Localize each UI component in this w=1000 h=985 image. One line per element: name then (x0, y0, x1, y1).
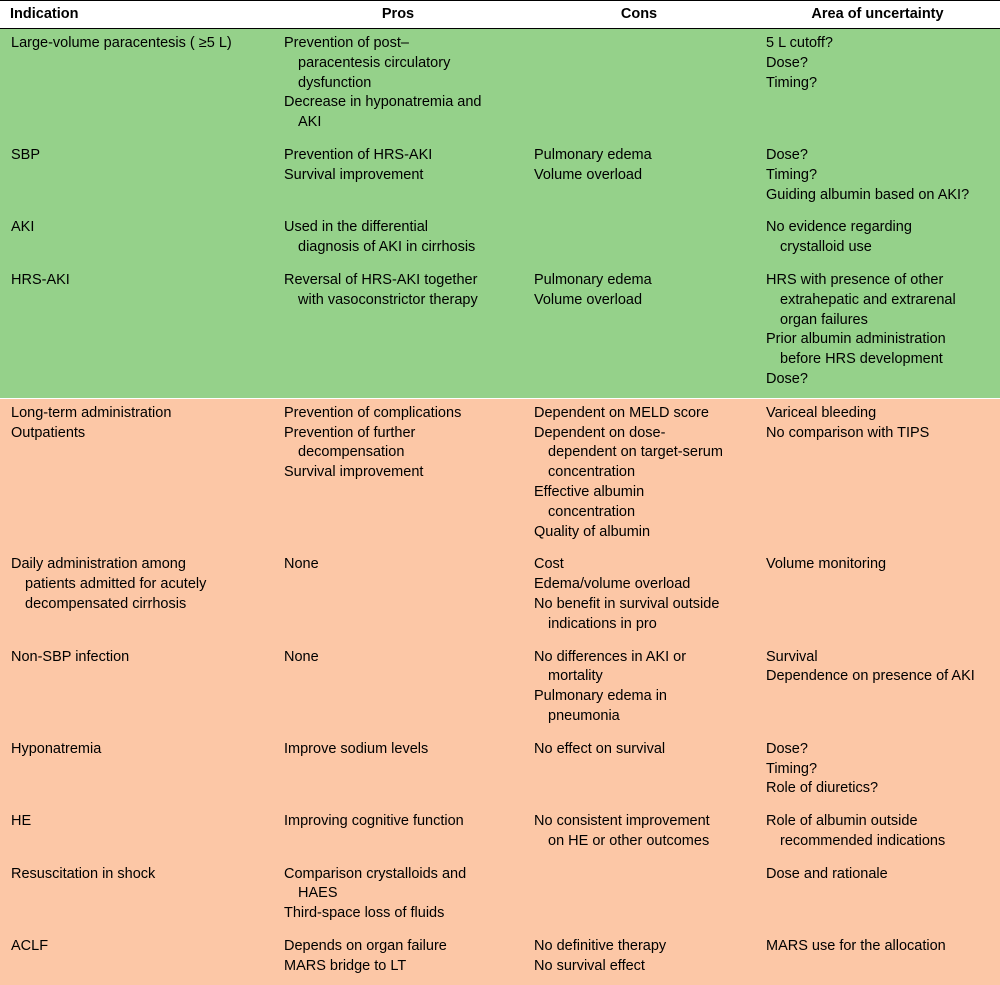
cell-uncertainty (755, 141, 1000, 213)
cell-line: dependent on target-serum (548, 444, 723, 461)
cell-line: No differences in AKI or (534, 648, 687, 665)
cell-line: Prevention of further (284, 424, 416, 441)
cell-cons (523, 860, 755, 932)
cell-line: crystalloid use (780, 239, 872, 256)
cell-indication (0, 735, 273, 807)
cell-pros (273, 266, 523, 398)
cell-line: Dependent on dose- (534, 424, 666, 441)
cell-line: No survival effect (534, 957, 645, 974)
cell-line: pneumonia (548, 707, 620, 724)
table-body (0, 29, 1000, 985)
cell-uncertainty (755, 735, 1000, 807)
cell-indication (0, 266, 273, 398)
cell-line: Prevention of HRS-AKI (284, 146, 433, 163)
cell-line: Pulmonary edema (534, 271, 652, 288)
table-row (0, 932, 1000, 985)
cell-line: Dependence on presence of AKI (766, 668, 975, 685)
cell-line: Timing? (766, 166, 818, 183)
cell-line: Cost (534, 556, 564, 573)
cell-line: concentration (548, 503, 636, 520)
cell-line: Decrease in hyponatremia and (284, 94, 482, 111)
cell-line: HE (11, 813, 32, 830)
cell-line: Survival improvement (284, 464, 424, 481)
cell-line: Volume overload (534, 166, 643, 183)
cell-uncertainty (755, 29, 1000, 141)
cell-uncertainty (755, 860, 1000, 932)
cell-line: before HRS development (780, 351, 943, 368)
cell-line: paracentesis circulatory (298, 54, 451, 71)
cell-indication (0, 550, 273, 642)
cell-pros (273, 643, 523, 735)
cell-cons (523, 550, 755, 642)
cell-uncertainty (755, 550, 1000, 642)
cell-cons (523, 213, 755, 266)
cell-pros (273, 398, 523, 550)
header-cons: Cons (523, 1, 755, 29)
cell-line: Improving cognitive function (284, 813, 464, 830)
cell-line: No comparison with TIPS (766, 424, 930, 441)
cell-line: organ failures (780, 311, 868, 328)
cell-line: None (284, 556, 319, 573)
cell-uncertainty (755, 643, 1000, 735)
cell-line: Survival (766, 648, 818, 665)
table-row (0, 807, 1000, 860)
cell-line: SBP (11, 146, 41, 163)
cell-line: Comparison crystalloids and (284, 865, 467, 882)
cell-line: Used in the differential (284, 219, 429, 236)
cell-line: Daily administration among (11, 556, 186, 573)
cell-line: No benefit in survival outside (534, 595, 720, 612)
cell-line: Dose? (766, 740, 808, 757)
cell-cons (523, 29, 755, 141)
header-uncertainty: Area of uncertainty (755, 1, 1000, 29)
cell-line: Large-volume paracentesis ( ≥5 L) (11, 35, 232, 51)
cell-pros (273, 29, 523, 141)
cell-line: 5 L cutoff? (766, 35, 833, 51)
cell-line: Resuscitation in shock (11, 865, 156, 882)
table-row (0, 643, 1000, 735)
cell-line: No consistent improvement (534, 813, 710, 830)
cell-cons (523, 932, 755, 985)
cell-indication (0, 141, 273, 213)
cell-cons (523, 141, 755, 213)
cell-line: decompensation (298, 444, 405, 461)
cell-pros (273, 141, 523, 213)
cell-pros (273, 550, 523, 642)
cell-line: MARS use for the allocation (766, 938, 946, 955)
table-row (0, 29, 1000, 141)
cell-uncertainty (755, 398, 1000, 550)
cell-line: Volume monitoring (766, 556, 887, 573)
cell-line: Volume overload (534, 291, 643, 308)
cell-line: Prevention of complications (284, 404, 462, 421)
cell-line: dysfunction (298, 74, 372, 91)
table-row (0, 550, 1000, 642)
cell-line: AKI (298, 114, 322, 131)
cell-line: indications in pro (548, 615, 657, 632)
cell-line: HRS with presence of other (766, 271, 944, 288)
cell-indication (0, 29, 273, 141)
cell-uncertainty (755, 932, 1000, 985)
cell-line: patients admitted for acutely (25, 576, 207, 593)
table-header (0, 1, 1000, 29)
cell-line: Reversal of HRS-AKI together (284, 271, 478, 288)
cell-line: Edema/volume overload (534, 576, 691, 593)
cell-line: Pulmonary edema (534, 146, 652, 163)
cell-indication (0, 860, 273, 932)
cell-line: Guiding albumin based on AKI? (766, 186, 970, 203)
table-row (0, 398, 1000, 550)
table-row (0, 735, 1000, 807)
cell-line: Improve sodium levels (284, 740, 429, 757)
cell-uncertainty (755, 807, 1000, 860)
cell-line: Quality of albumin (534, 523, 651, 540)
cell-line: Non-SBP infection (11, 648, 130, 665)
cell-uncertainty (755, 213, 1000, 266)
cell-cons (523, 643, 755, 735)
cell-indication (0, 807, 273, 860)
table-row (0, 141, 1000, 213)
cell-indication (0, 213, 273, 266)
cell-cons (523, 266, 755, 398)
table-row (0, 860, 1000, 932)
table-row (0, 213, 1000, 266)
cell-line: mortality (548, 668, 603, 685)
cell-pros (273, 213, 523, 266)
cell-line: Hyponatremia (11, 740, 102, 757)
cell-line: Prevention of post– (284, 35, 409, 51)
cell-line: diagnosis of AKI in cirrhosis (298, 239, 476, 256)
cell-line: on HE or other outcomes (548, 832, 710, 849)
cell-line: concentration (548, 464, 636, 481)
cell-pros (273, 735, 523, 807)
cell-pros (273, 932, 523, 985)
cell-line: decompensated cirrhosis (25, 595, 187, 612)
header-pros: Pros (273, 1, 523, 29)
cell-line: Dose and rationale (766, 865, 888, 882)
cell-line: Pulmonary edema in (534, 688, 667, 705)
cell-line: HRS-AKI (11, 271, 70, 288)
cell-indication (0, 932, 273, 985)
cell-line: Survival improvement (284, 166, 424, 183)
cell-line: No definitive therapy (534, 938, 667, 955)
cell-line: MARS bridge to LT (284, 957, 407, 974)
cell-line: No evidence regarding (766, 219, 912, 236)
cell-line: Depends on organ failure (284, 938, 447, 955)
cell-indication (0, 398, 273, 550)
cell-line: Third-space loss of fluids (284, 905, 445, 922)
cell-line: Timing? (766, 760, 818, 777)
cell-line: extrahepatic and extrarenal (780, 291, 956, 308)
cell-line: Role of albumin outside (766, 813, 918, 830)
cell-line: Prior albumin administration (766, 331, 946, 348)
header-indication: Indication (0, 1, 273, 29)
cell-pros (273, 860, 523, 932)
table-row (0, 266, 1000, 398)
cell-line: recommended indications (780, 832, 946, 849)
cell-line: ACLF (11, 938, 49, 955)
cell-line: Variceal bleeding (766, 404, 877, 421)
cell-line: Dose? (766, 370, 808, 387)
cell-line: Dose? (766, 146, 808, 163)
cell-line: No effect on survival (534, 740, 666, 757)
cell-line: None (284, 648, 319, 665)
cell-cons (523, 807, 755, 860)
cell-line: with vasoconstrictor therapy (298, 291, 478, 308)
cell-cons (523, 735, 755, 807)
cell-indication (0, 643, 273, 735)
cell-line: Timing? (766, 74, 818, 91)
cell-line: Effective albumin (534, 483, 645, 500)
cell-line: HAES (298, 885, 338, 902)
cell-line: Dose? (766, 54, 808, 71)
cell-pros (273, 807, 523, 860)
cell-line: Outpatients (11, 424, 86, 441)
cell-line: AKI (11, 219, 35, 236)
cell-uncertainty (755, 266, 1000, 398)
cell-cons (523, 398, 755, 550)
cell-line: Long-term administration (11, 404, 172, 421)
cell-line: Dependent on MELD score (534, 404, 709, 421)
cell-line: Role of diuretics? (766, 780, 879, 797)
